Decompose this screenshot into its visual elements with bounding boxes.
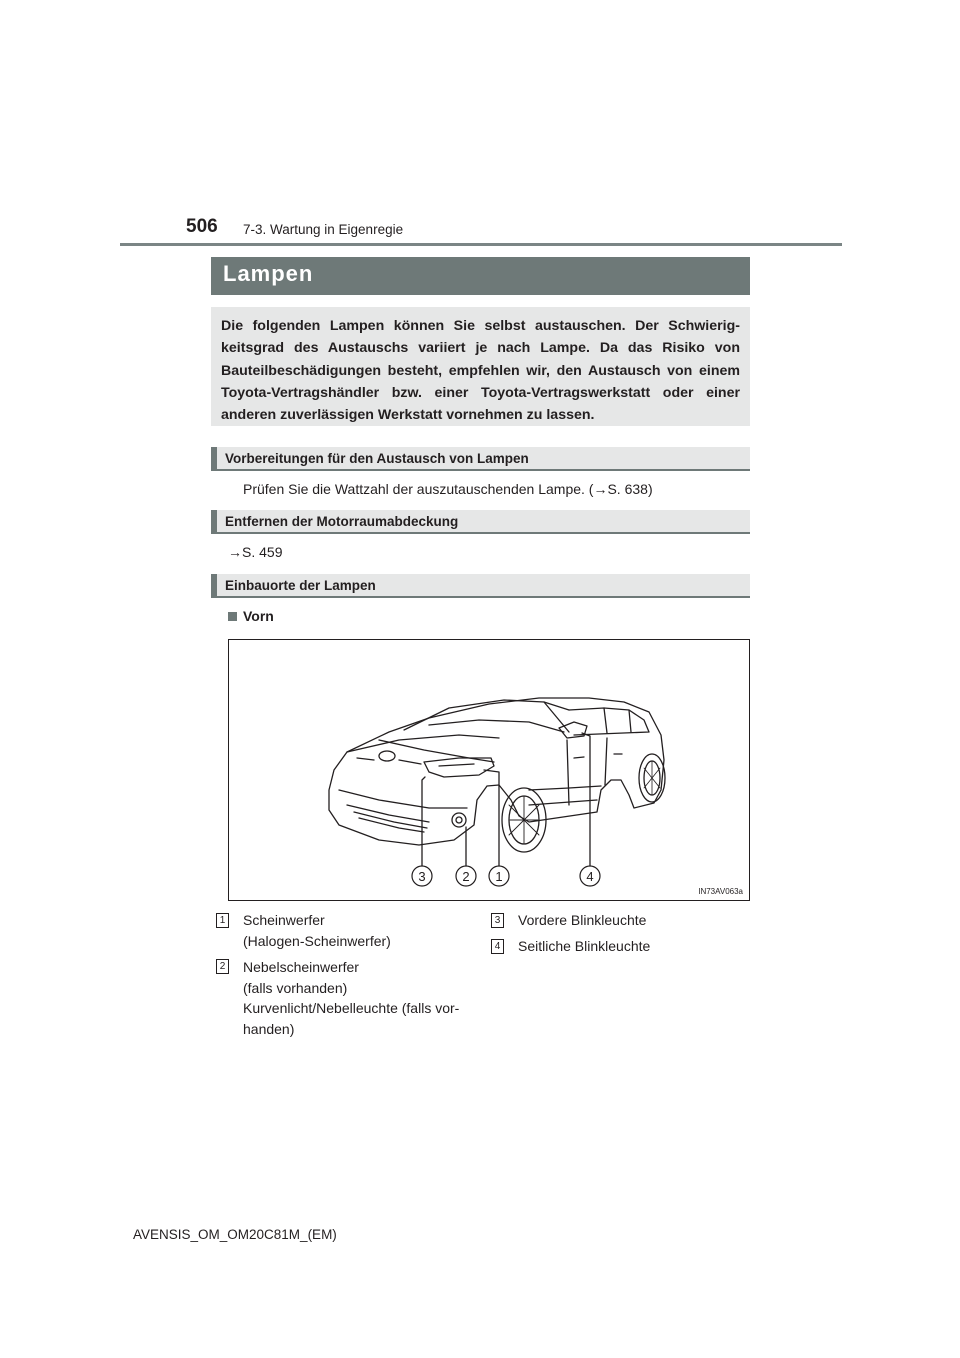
section-heading-lamp-locations: [211, 574, 750, 598]
callout-line-4: [582, 733, 590, 877]
subsection-front-label: Vorn: [243, 608, 274, 624]
emblem: [379, 751, 395, 761]
legend-line: (Halogen-Scheinwerfer): [243, 932, 391, 949]
header-divider: [120, 243, 842, 246]
legend-number-2: 2: [216, 959, 229, 974]
section-heading-preparation: [211, 447, 750, 471]
legend-line: Nebelscheinwerfer: [243, 959, 359, 975]
legend-line: Seitliche Blinkleuchte: [518, 938, 651, 954]
subsection-front: [228, 608, 274, 624]
callout-3-label: 3: [418, 869, 426, 884]
legend-line: Kurvenlicht/Nebelleuchte (falls vor-: [243, 1000, 460, 1016]
legend-number-3: 3: [491, 913, 504, 928]
intro-text: Die folgenden Lampen können Sie selbst austauschen. Der Schwierig-keitsgrad des Austauschs variiert je nach Lampe. Da das Risiko von Bauteilbeschädigungen besteht, empfehlen wir, den Austausch von einem Toyota-Vertragshändler bzw. einer Toyota-Vertragswerkstatt oder einer anderen zuverlässigen Werkstatt vornehmen zu lassen.: [221, 318, 740, 424]
section-heading-text: Entfernen der Motorraumabdeckung: [225, 514, 459, 529]
section-heading-engine-cover: [211, 510, 750, 534]
callout-2-label: 2: [462, 869, 470, 884]
intro-box: [211, 307, 750, 426]
legend-item-2: [243, 957, 459, 1039]
section-text-preparation: Prüfen Sie die Wattzahl der auszutauschenden Lampe. (→S. 638): [243, 481, 653, 497]
legend-number-1: 1: [216, 913, 229, 928]
legend-item-3: [518, 910, 646, 931]
callout-1-label: 1: [495, 869, 503, 884]
legend-line: (falls vorhanden): [243, 979, 348, 996]
section-heading-text: Vorbereitungen für den Austausch von Lampen: [225, 451, 529, 466]
footer-doc-code: AVENSIS_OM_OM20C81M_(EM): [133, 1227, 337, 1242]
section-text-engine-cover: →S. 459: [228, 544, 283, 560]
section-heading-text: Einbauorte der Lampen: [225, 578, 376, 593]
figure-code: IN73AV063a: [698, 887, 743, 896]
car-front-illustration: [228, 639, 750, 901]
legend-line: handen): [243, 1020, 295, 1037]
side-windows: [569, 708, 649, 735]
section-breadcrumb: 7-3. Wartung in Eigenregie: [243, 222, 404, 237]
car-drawing: [229, 640, 749, 900]
legend-item-1: [243, 910, 391, 951]
fog-lamp: [452, 813, 466, 827]
legend-line: Vordere Blinkleuchte: [518, 912, 647, 928]
legend-line: Scheinwerfer: [243, 912, 325, 928]
legend-number-4: 4: [491, 939, 504, 954]
page-title-bar: [211, 257, 750, 295]
callout-4-label: 4: [586, 869, 594, 884]
bullet-icon: [228, 612, 237, 621]
page-number: 506: [186, 216, 218, 237]
page-title: Lampen: [223, 261, 314, 286]
legend-item-4: [518, 936, 650, 957]
